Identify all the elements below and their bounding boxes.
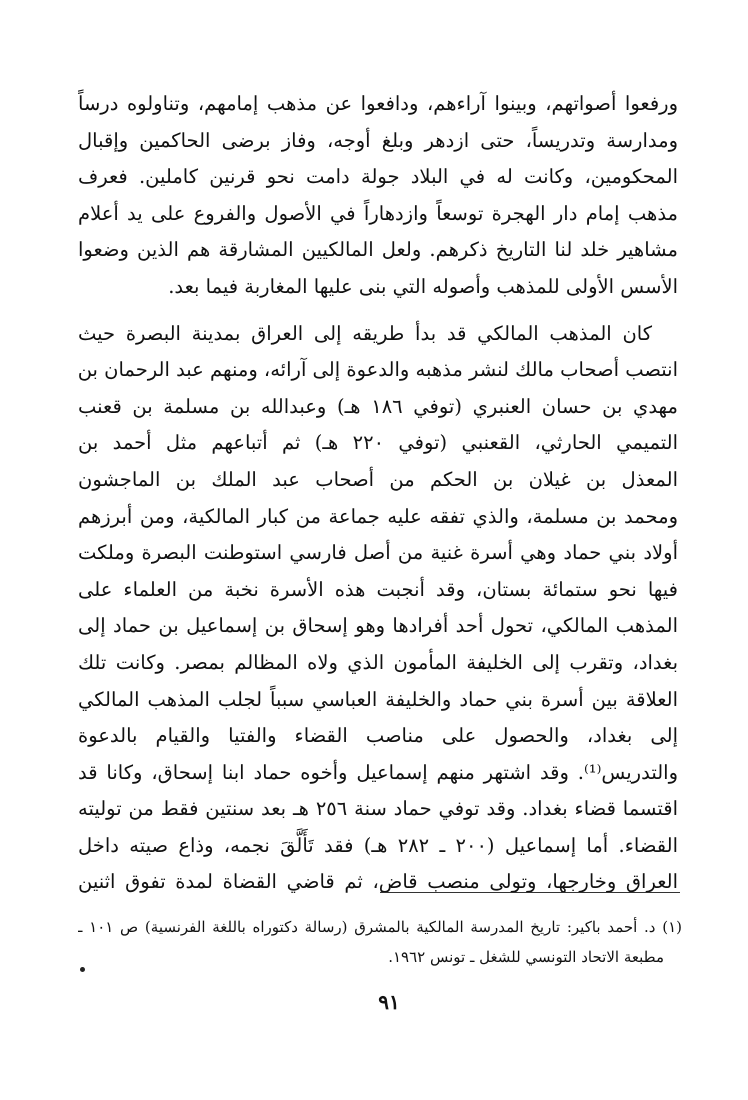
text-line: فيها نحو ستمائة بستان، وقد أنجبت هذه الأسرة نخبة من العلماء على (78, 577, 678, 601)
text-line: انتصب أصحاب مالك لنشر مذهبه والدعوة إلى آرائه، ومنهم عبد الرحمان بن (78, 358, 678, 382)
text-line: اقتسما قضاء بغداد. وقد توفي حماد سنة ٢٥٦ هـ بعد سنتين فقط من توليته (78, 797, 678, 821)
text-line: العلاقة بين أسرة بني حماد والخليفة العباسي سبباً لجلب المذهب المالكي (78, 687, 678, 711)
footnote-line: مطبعة الاتحاد التونسي للشغل ـ تونس ١٩٦٢. (388, 948, 664, 966)
body-text (78, 86, 678, 901)
paragraph-gap (78, 306, 678, 316)
text-line: كان المذهب المالكي قد بدأ طريقه إلى العراق بمدينة البصرة حيث (78, 321, 652, 345)
text-line: مشاهير خلد لنا التاريخ ذكرهم. ولعل المالكيين المشارقة هم الذين وضعوا (78, 238, 678, 262)
text-line: المحكومين، وكانت له في البلاد جولة دامت نحو قرنين كاملين. فعرف (78, 165, 678, 189)
text-line: العراق وخارجها، وتولى منصب قاض، ثم قاضي القضاة لمدة تفوق اثنين (78, 870, 678, 894)
text-line: القضاء. أما إسماعيل (٢٠٠ ـ ٢٨٢ هـ) فقد تَأَلَّقَ نجمه، وذاع صيته داخل (78, 833, 678, 857)
text-line: والتدريس⁽¹⁾. وقد اشتهر منهم إسماعيل وأخوه حماد ابنا إسحاق، وكانا قد (78, 760, 678, 784)
text-line: إلى بغداد، والحصول على مناصب القضاء والفتيا والقيام بالدعوة (78, 724, 678, 748)
footnote-line: (١) د. أحمد باكير: تاريخ المدرسة المالكية بالمشرق (رسالة دكتوراه باللغة الفرنسية) ص ١٠١ ـ (78, 918, 682, 936)
text-line: المعذل بن غيلان بن الحكم من أصحاب عبد الملك بن الماجشون (78, 467, 678, 491)
text-line: مذهب إمام دار الهجرة توسعاً وازدهاراً في الأصول والفروع على يد أعلام (78, 201, 678, 225)
text-line: التميمي الحارثي، القعنبي (توفي ٢٢٠ هـ) ثم أتباعهم مثل أحمد بن (78, 431, 678, 455)
text-line: ومحمد بن مسلمة، والذي تفقه عليه جماعة من كبار المالكية، ومن أبرزهم (78, 504, 678, 528)
text-line: ومدارسة وتدريساً، حتى ازدهر وبلغ أوجه، وفاز برضى الحاكمين وإقبال (78, 128, 678, 152)
margin-dot (80, 967, 85, 972)
text-line: مهدي بن حسان العنبري (توفي ١٨٦ هـ) وعبدالله بن مسلمة بن قعنب (78, 394, 678, 418)
text-line: بغداد، وتقرب إلى الخليفة المأمون الذي ولاه المظالم بمصر. وكانت تلك (78, 650, 678, 674)
footnote-separator (380, 892, 680, 893)
text-line: المذهب المالكي، تحول أحد أفرادها وهو إسحاق بن إسماعيل بن حماد إلى (78, 614, 678, 638)
text-line: الأسس الأولى للمذهب وأصوله التي بنى عليها المغاربة فيما بعد. (168, 274, 678, 298)
footnotes (78, 912, 682, 972)
text-line: ورفعوا أصواتهم، وبينوا آراءهم، ودافعوا عن مذهب إمامهم، وتناولوه درساً (78, 92, 678, 115)
text-line: أولاد بني حماد وهي أسرة غنية من أصل فارسي استوطنت البصرة وملكت (78, 541, 678, 565)
page-number: ٩١ (378, 990, 400, 1014)
